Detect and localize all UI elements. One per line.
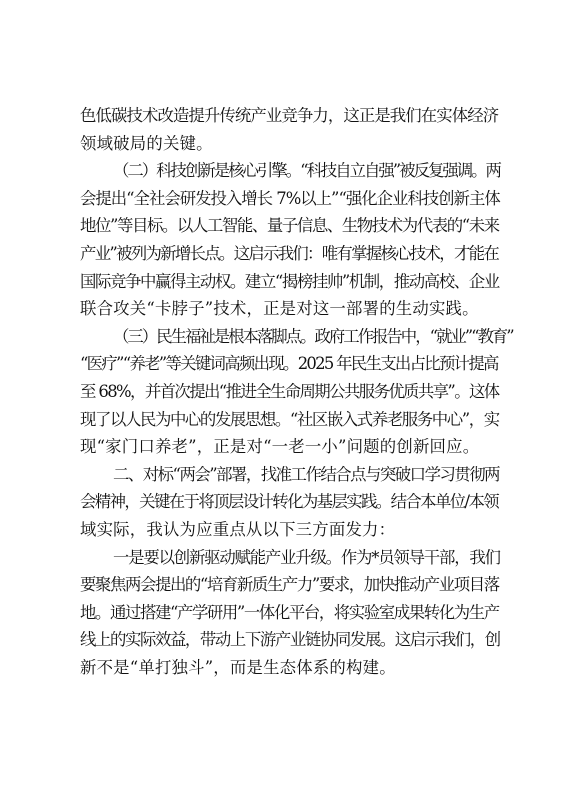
text-line: 线上的实际效益，带动上下游产业链协同发展。这启示我们，创 <box>80 630 500 650</box>
text-line: “医疗”“养老”等关键词高频出现。2025 年民生支出占比预计提高 <box>80 354 498 374</box>
text-line: 至 68%，并首次提出“推进全生命周期公共服务优质共享”。这体 <box>80 381 499 401</box>
text-line: 产业”被列为新增长点。这启示我们：唯有掌握核心技术，才能在 <box>80 243 499 263</box>
text-line: 域实际，我认为应重点从以下三方面发力： <box>80 519 396 539</box>
text-line: 领域破局的关键。 <box>80 133 213 153</box>
text-line: 联合攻关“卡脖子”技术，正是对这一部署的生动实践。 <box>80 299 479 319</box>
text-line: 地。通过搭建“产学研用”一体化平台，将实验室成果转化为生产 <box>80 602 499 622</box>
text-line: 二、对标“两会”部署，找准工作结合点与突破口学习贯彻两 <box>113 464 500 484</box>
text-line: （三）民生福祉是根本落脚点。政府工作报告中，“就业”“教育” <box>113 326 513 346</box>
body-text <box>80 102 513 681</box>
text-line: 色低碳技术改造提升传统产业竞争力，这正是我们在实体经济 <box>80 106 499 125</box>
text-line: 一是要以创新驱动赋能产业升级。作为*员领导干部，我们 <box>113 547 500 567</box>
text-line: 现“家门口养老”，正是对“一老一小”问题的创新回应。 <box>80 437 480 457</box>
text-line: 会提出“全社会研发投入增长 7%以上”“强化企业科技创新主体 <box>80 188 500 208</box>
text-line: 地位”等目标。以人工智能、量子信息、生物技术为代表的“未来 <box>80 216 499 236</box>
text-line: 新不是“单打独斗”，而是生态体系的构建。 <box>80 657 396 677</box>
text-line: （二）科技创新是核心引擎。“科技自立自强”被反复强调。两 <box>113 161 500 181</box>
text-line: 现了以人民为中心的发展思想。“社区嵌入式养老服务中心”，实 <box>80 409 499 429</box>
text-line: 国际竞争中赢得主动权。建立“揭榜挂帅”机制，推动高校、企业 <box>80 271 499 291</box>
text-line: 会精神，关键在于将顶层设计转化为基层实践。结合本单位/本领 <box>80 492 499 512</box>
text-line: 要聚焦两会提出的“培育新质生产力”要求，加快推动产业项目落 <box>80 575 499 595</box>
